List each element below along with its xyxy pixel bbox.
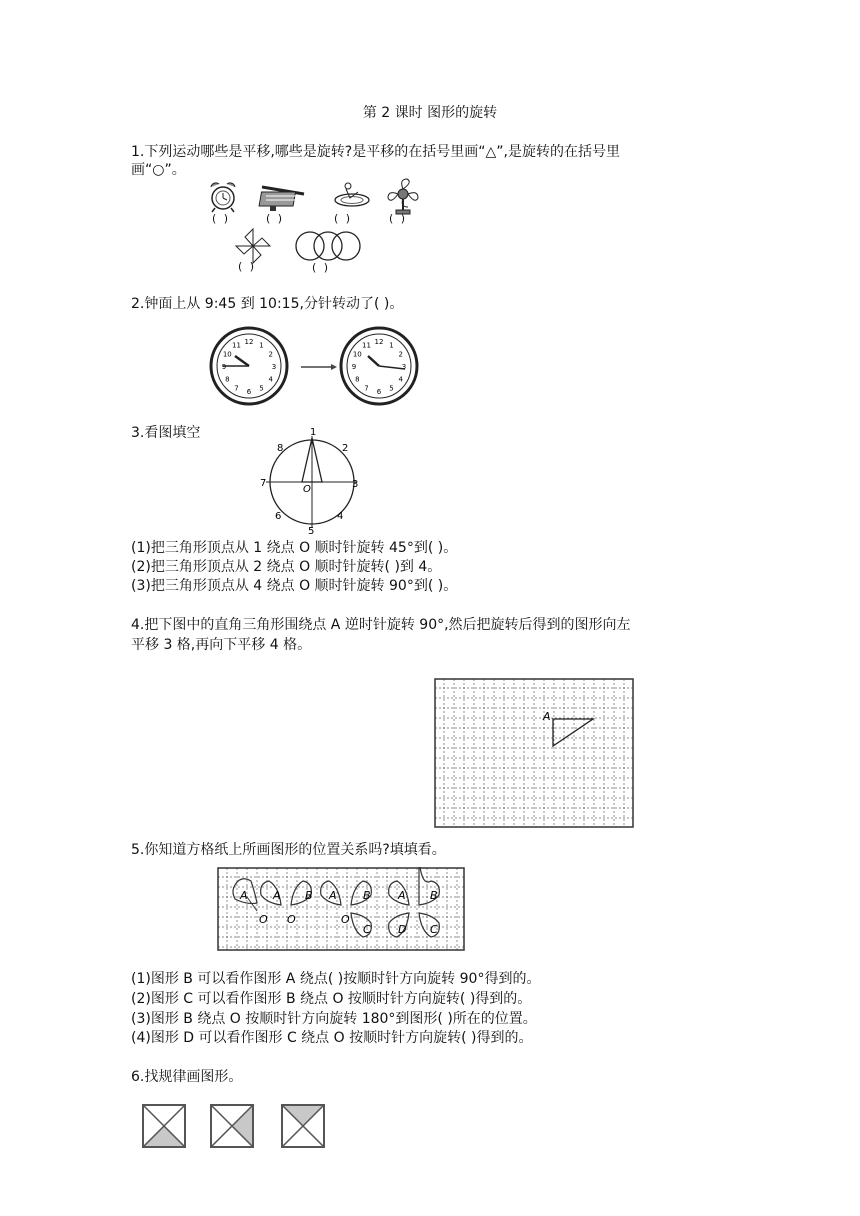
q4-grid[interactable] (434, 678, 636, 830)
clock-numeral: 9 (221, 363, 227, 371)
q3-point-3: 3 (352, 479, 359, 490)
clock-numeral: 7 (364, 384, 369, 393)
clock-numeral: 8 (225, 375, 230, 384)
q3-point-4: 4 (337, 511, 344, 522)
q6-pattern (140, 1102, 340, 1150)
q6-text: 6.找规律画图形。 (131, 1069, 243, 1085)
clock-numeral: 3 (271, 363, 277, 371)
q3-sub1: (1)把三角形顶点从 1 绕点 O 顺时针旋转 45°到( )。 (131, 540, 458, 556)
q3-point-1: 1 (310, 427, 317, 438)
clock-numeral: 3 (401, 363, 407, 371)
clock-numeral: 11 (362, 341, 371, 350)
fan-icon (388, 179, 418, 214)
q5-label-o3: O (341, 913, 350, 926)
q5-label-a1: A (240, 889, 248, 902)
q3-center-label: O (303, 484, 311, 495)
clock-numeral: 5 (389, 384, 394, 393)
pattern-square-3 (282, 1105, 324, 1147)
q1-paren-5[interactable]: ( ) (238, 260, 257, 273)
q5-text: 5.你知道方格纸上所画图形的位置关系吗?填填看。 (131, 842, 446, 858)
q5-label-b4: B (430, 889, 438, 902)
q3-sub3: (3)把三角形顶点从 4 绕点 O 顺时针旋转 90°到( )。 (131, 578, 458, 594)
clock-numeral: 12 (244, 338, 254, 346)
q4-point-a: A (543, 710, 551, 723)
q1-paren-4[interactable]: ( ) (389, 212, 408, 225)
right-triangle (553, 719, 593, 746)
clock-numeral: 9 (351, 363, 357, 371)
clock-2-numbers (352, 338, 406, 396)
clock-numeral: 4 (398, 375, 403, 384)
spinning-top-icon (335, 183, 369, 206)
clock-numeral: 1 (389, 341, 394, 350)
pattern-square-2 (211, 1105, 253, 1147)
q1-text-line1: 1.下列运动哪些是平移,哪些是旋转?是平移的在括号里画“△”,是旋转的在括号里 (131, 144, 620, 160)
q5-sub3: (3)图形 B 绕点 O 按顺时针方向旋转 180°到图形( )所在的位置。 (131, 1011, 537, 1027)
q5-label-d4: D (398, 923, 407, 936)
q5-label-c3: C (363, 923, 371, 936)
clock-1015 (341, 328, 417, 404)
clock-numeral: 7 (234, 384, 239, 393)
q5-sub1: (1)图形 B 可以看作图形 A 绕点( )按顺时针方向旋转 90°得到的。 (131, 971, 541, 987)
q5-label-c4: C (430, 923, 438, 936)
olympic-rings-icon (296, 232, 360, 260)
q5-label-b2: B (305, 889, 313, 902)
clock-numeral: 4 (268, 375, 273, 384)
q3-point-7: 7 (260, 478, 267, 489)
q1-paren-3[interactable]: ( ) (334, 212, 353, 225)
q5-label-b3: B (363, 889, 371, 902)
alarm-clock-icon (211, 183, 235, 212)
q4-text-line1: 4.把下图中的直角三角形围绕点 A 逆时针旋转 90°,然后把旋转后得到的图形向左 (131, 617, 631, 633)
q5-grid (217, 867, 467, 953)
clock-numeral: 6 (376, 388, 382, 396)
q5-label-a4: A (398, 889, 406, 902)
q3-point-6: 6 (275, 511, 282, 522)
window-blind-icon (259, 187, 304, 211)
q3-point-8: 8 (277, 443, 284, 454)
q3-text: 3.看图填空 (131, 425, 201, 441)
q2-text: 2.钟面上从 9:45 到 10:15,分针转动了( )。 (131, 296, 404, 312)
q1-paren-6[interactable]: ( ) (312, 261, 331, 274)
q5-label-a2: A (273, 889, 281, 902)
q1-paren-1[interactable]: ( ) (212, 212, 231, 225)
q3-point-2: 2 (342, 443, 349, 454)
q3-circle-figure (258, 426, 368, 536)
clock-numeral: 10 (352, 350, 362, 359)
q5-sub4: (4)图形 D 可以看作图形 C 绕点 O 按顺时针方向旋转( )得到的。 (131, 1030, 533, 1046)
clock-numeral: 5 (259, 384, 264, 393)
page-title: 第 2 课时 图形的旋转 (362, 105, 498, 121)
pattern-square-1 (143, 1105, 185, 1147)
clock-numeral: 8 (355, 375, 360, 384)
clock-numeral: 2 (268, 350, 273, 359)
q3-sub2: (2)把三角形顶点从 2 绕点 O 顺时针旋转( )到 4。 (131, 559, 442, 575)
clock-numeral: 2 (398, 350, 403, 359)
q5-label-o1: O (259, 913, 268, 926)
clock-numeral: 10 (222, 350, 232, 359)
q1-paren-2[interactable]: ( ) (266, 212, 285, 225)
clock-numeral: 11 (232, 341, 241, 350)
q4-text-line2: 平移 3 格,再向下平移 4 格。 (131, 637, 312, 653)
q2-clocks (205, 322, 425, 412)
q5-shapes (233, 867, 439, 937)
q5-label-o2: O (287, 913, 296, 926)
clock-945 (211, 328, 287, 404)
q5-sub2: (2)图形 C 可以看作图形 B 绕点 O 按顺时针方向旋转( )得到的。 (131, 991, 532, 1007)
q1-text-line2: 画“○”。 (131, 162, 186, 178)
clock-numeral: 6 (246, 388, 252, 396)
clock-1-numbers (222, 338, 276, 396)
q5-label-a3: A (329, 889, 337, 902)
clock-numeral: 1 (259, 341, 264, 350)
q3-point-5: 5 (308, 526, 315, 536)
clock-numeral: 12 (374, 338, 384, 346)
